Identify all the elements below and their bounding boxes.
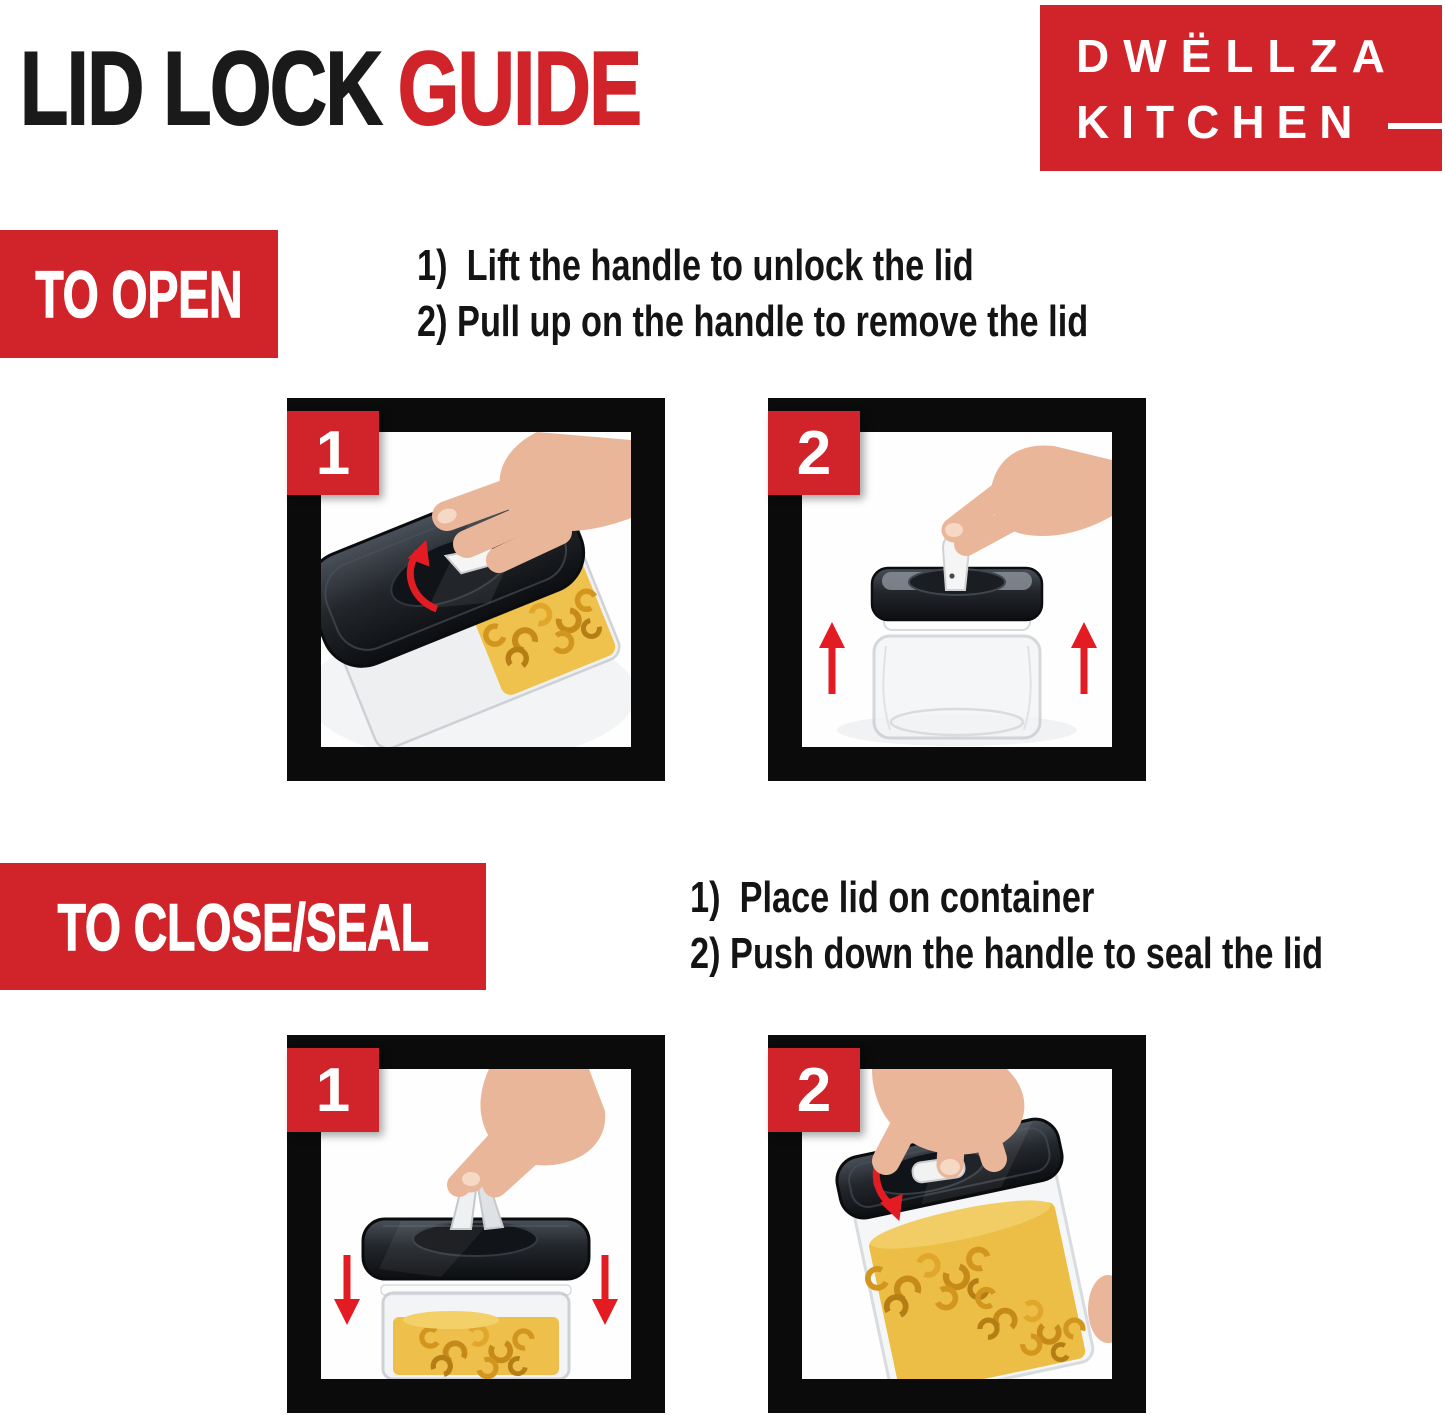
open-step-1-text: 1) Lift the handle to unlock the lid (417, 241, 974, 290)
to-close-steps (690, 870, 1323, 982)
to-close-banner-label: TO CLOSE/SEAL (57, 889, 429, 964)
to-open-banner (0, 230, 278, 358)
close-step-1-text: 1) Place lid on container (690, 873, 1095, 922)
container-body (381, 1285, 571, 1379)
logo-dash (1388, 123, 1442, 129)
brand-logo (1040, 5, 1442, 171)
to-close-banner (0, 863, 486, 990)
to-open-banner-label: TO OPEN (35, 257, 243, 331)
step-badge (287, 411, 379, 495)
container-body (874, 636, 1040, 738)
badge-number: 1 (315, 1055, 351, 1125)
hand (872, 1069, 1024, 1175)
photo-open-step-1 (287, 398, 665, 781)
step-badge (768, 1048, 860, 1132)
badge-number: 2 (796, 1055, 832, 1125)
to-open-steps (417, 238, 1088, 350)
photo-close-step-2 (768, 1035, 1146, 1413)
step-badge (768, 411, 860, 495)
badge-number: 2 (796, 418, 832, 488)
step-badge (287, 1048, 379, 1132)
badge-number: 1 (315, 418, 351, 488)
brand-line-2: KITCHEN (1076, 96, 1365, 148)
container-lid (363, 1219, 589, 1279)
brand-line-1: DWËLLZA (1076, 30, 1399, 82)
photo-close-step-1 (287, 1035, 665, 1413)
close-step-2-text: 2) Push down the handle to seal the lid (690, 929, 1324, 978)
title-black-part: LID LOCK (20, 31, 382, 147)
page-title (20, 30, 640, 149)
photo-open-step-2 (768, 398, 1146, 781)
title-red-part: GUIDE (397, 31, 641, 147)
open-step-2-text: 2) Pull up on the handle to remove the lid (417, 297, 1089, 346)
